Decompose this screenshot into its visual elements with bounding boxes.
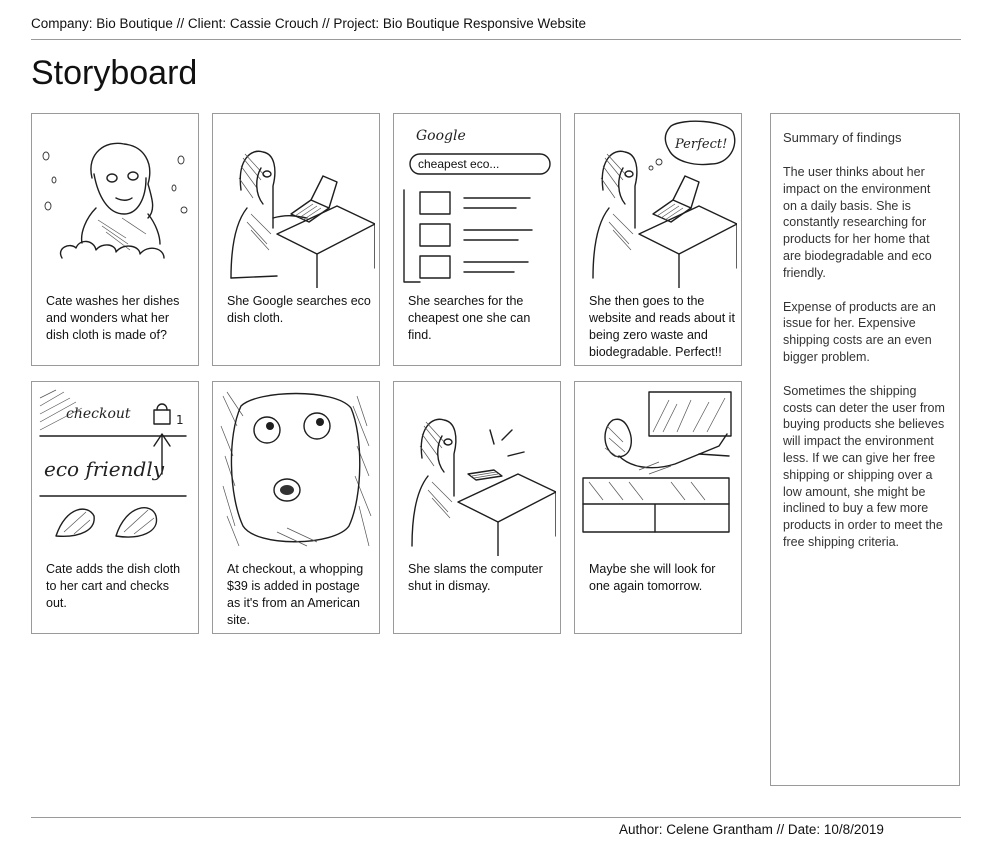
eco-friendly-scribble: eco friendly: [44, 457, 165, 481]
storyboard-panel-2: [212, 113, 380, 366]
search-results-sketch: [398, 118, 556, 288]
panel-caption: At checkout, a whopping $39 is added in postage as it's from an American site.: [227, 562, 364, 627]
footer-divider: [31, 817, 961, 818]
woman-on-couch-sketch: [579, 386, 737, 556]
woman-at-laptop-sketch: [217, 118, 375, 288]
panel-caption: She slams the computer shut in dismay.: [408, 562, 543, 593]
panel-caption: She searches for the cheapest one she can find.: [408, 294, 531, 342]
panel-caption: Maybe she will look for one again tomorrow.: [589, 562, 716, 593]
panel-caption: Cate washes her dishes and wonders what her dish cloth is made of?: [46, 294, 180, 342]
woman-thinking-sketch: [36, 118, 194, 288]
cart-count: 1: [176, 413, 184, 427]
storyboard-panel-3: [393, 113, 561, 366]
summary-paragraph: Sometimes the shipping costs can deter the user from buying products she believes will impact the environment less. If we can give her free shipping or shipping over a low amount, she might be inclined to buy a few more products in order to meet the free shipping criteria.: [783, 383, 945, 549]
checkout-scribble: checkout: [66, 406, 131, 422]
storyboard-panel-7: [393, 381, 561, 634]
wall-picture: [649, 392, 731, 436]
page-title: Storyboard: [31, 54, 198, 92]
project-header: Company: Bio Boutique // Client: Cassie Crouch // Project: Bio Boutique Responsive Website: [31, 16, 587, 31]
storyboard-panel-4: [574, 113, 742, 366]
header-divider: [31, 39, 961, 40]
storyboard-panel-1: [31, 113, 199, 366]
search-query: cheapest eco...: [418, 157, 500, 171]
checkout-page-sketch: [36, 386, 194, 556]
panel-caption: She Google searches eco dish cloth.: [227, 294, 371, 325]
summary-panel: [770, 113, 960, 786]
shocked-face-sketch: [217, 386, 375, 556]
slammed-laptop-sketch: [398, 386, 556, 556]
panel-caption: Cate adds the dish cloth to her cart and checks out.: [46, 562, 181, 610]
storyboard-panel-6: [212, 381, 380, 634]
storyboard-panel-8: [574, 381, 742, 634]
google-logo: Google: [416, 128, 466, 144]
woman-laptop-perfect-sketch: [579, 118, 737, 288]
summary-paragraph: The user thinks about her impact on the environment on a daily basis. She is constantly researching for products for her home that are biodegradable and eco friendly.: [783, 165, 932, 280]
panel-caption: She then goes to the website and reads about it being zero waste and biodegradable. Perfect!!: [589, 294, 735, 359]
storyboard-panel-5: [31, 381, 199, 634]
summary-paragraph: Expense of products are an issue for her. Expensive shipping costs are an even bigger problem.: [783, 299, 936, 364]
thought-bubble-text: Perfect!: [675, 137, 728, 152]
cart-lock-icon: [154, 410, 170, 424]
author-date-footer: Author: Celene Grantham // Date: 10/8/2019: [619, 822, 884, 837]
summary-heading: Summary of findings: [783, 130, 902, 145]
